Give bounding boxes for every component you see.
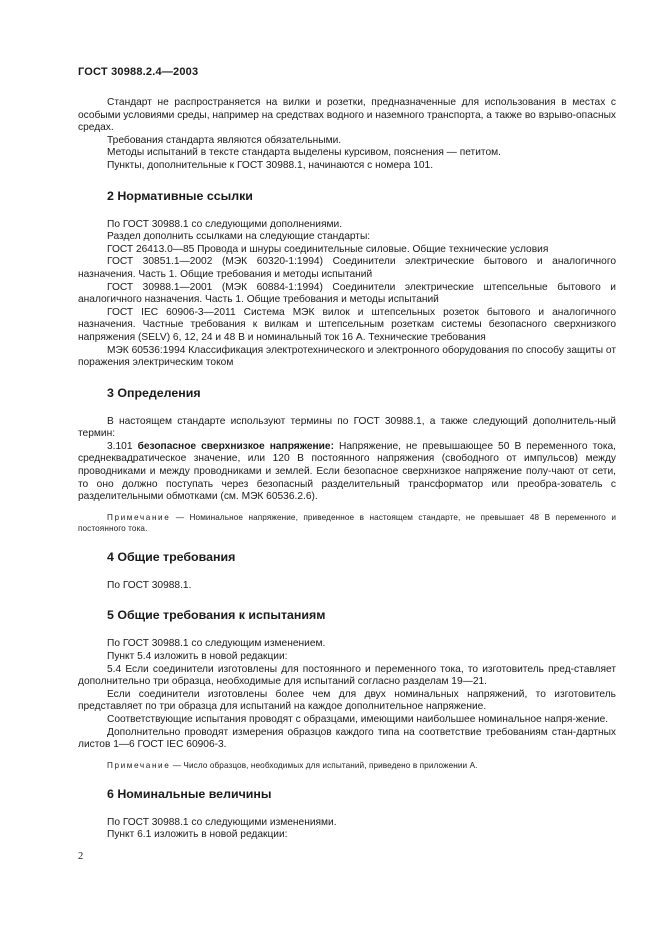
note-label: Примечание (107, 760, 171, 770)
document-body (78, 97, 616, 842)
note-text: — Номинальное напряжение, приведенное в настоящем стандарте, не превышает 48 В переменного и постоянного тока. (78, 512, 616, 533)
note-text: — Число образцов, необходимых для испытаний, приведено в приложении А. (170, 760, 478, 770)
intro-paragraph: Требования стандарта являются обязательными. (107, 134, 342, 146)
section-6-paragraph: По ГОСТ 30988.1 со следующими изменениями. (107, 816, 337, 828)
section-5-note (78, 760, 616, 771)
section-6-paragraph: Пункт 6.1 изложить в новой редакции: (107, 829, 288, 841)
section-3-heading: 3 Определения (107, 385, 201, 400)
intro-paragraph: Методы испытаний в тексте стандарта выделены курсивом, пояснения — петитом. (107, 147, 501, 159)
section-5-paragraph: Дополнительно проводят измерения образцов каждого типа на соответствие требованиям стан-дартных листов 1—6 ГОСТ IEC 60906-3. (78, 726, 616, 751)
section-6-heading: 6 Номинальные величины (107, 786, 272, 801)
section-2-paragraph: Раздел дополнить ссылками на следующие стандарты: (107, 231, 371, 243)
section-3-intro: В настоящем стандарте используют термины по ГОСТ 30988.1, а также следующий дополнитель-ный термин: (78, 415, 616, 440)
reference-entry: ГОСТ 30851.1—2002 (МЭК 60320-1:1994) Соединители электрические бытового и аналогичного назначения. Часть 1. Общие требования и методы испытаний (78, 256, 616, 280)
document-code-header: ГОСТ 30988.2.4—2003 (78, 66, 199, 78)
section-5-paragraph: Пункт 5.4 изложить в новой редакции: (107, 651, 288, 663)
reference-entry: ГОСТ 30988.1—2001 (МЭК 60884-1:1994) Соединители электрические штепсельные бытового и аналогичного назначения. Часть 1. Общие требования и методы испытаний (78, 281, 616, 306)
reference-entry: МЭК 60536:1994 Классификация электротехнического и электронного оборудования по способу защиты от поражения электрическим током (78, 344, 616, 369)
term-definition-text: Напряжение, не превышающее 50 В переменного тока, среднеквадратическое значение, или 120 В постоянного напряжения (свободного от импульсов) между проводниками и между проводниками и землей. Если безопасное сверхнизкое напряжение полу-чают от сети, то оно должно поступать через безопасный разделительный трансформатор или преобра-зователь с разделительными обмотками (см. МЭК 60536.2.6). (78, 440, 616, 503)
page-number: 2 (78, 851, 84, 862)
section-5-paragraph: Если соединители изготовлены более чем для двух номинальных напряжений, то изготовитель представляет по три образца для испытаний на каждое дополнительное напряжение. (78, 688, 616, 713)
term-definition (78, 441, 616, 504)
section-3-note (78, 512, 616, 534)
term-name: безопасное сверхнизкое напряжение: (137, 440, 334, 452)
section-2-heading: 2 Нормативные ссылки (107, 188, 253, 203)
intro-paragraph: Стандарт не распространяется на вилки и розетки, предназначенные для использования в местах с особыми условиями среды, например на средствах водного и наземного транспорта, а также во взрыво-опасных средах. (78, 97, 616, 134)
note-label: Примечание (107, 512, 171, 522)
term-number: 3.101 (107, 440, 133, 452)
reference-entry: ГОСТ 26413.0—85 Провода и шнуры соединительные силовые. Общие технические условия (107, 243, 549, 255)
intro-paragraph: Пункты, дополнительные к ГОСТ 30988.1, начинаются с номера 101. (107, 159, 434, 171)
section-5-heading: 5 Общие требования к испытаниям (107, 608, 326, 623)
section-4-heading: 4 Общие требования (107, 549, 236, 564)
section-4-paragraph: По ГОСТ 30988.1. (107, 579, 192, 591)
section-5-paragraph: Соответствующие испытания проводят с образцами, имеющими наибольшее номинальное напря-жение. (107, 714, 609, 725)
section-5-paragraph: По ГОСТ 30988.1 со следующим изменением. (107, 638, 326, 650)
section-2-paragraph: По ГОСТ 30988.1 со следующими дополнениями. (107, 218, 343, 230)
section-5-paragraph: 5.4 Если соединители изготовлены для постоянного и переменного тока, то изготовитель пред-ставляет дополнительно три образца, необходимые для испытаний согласно разделам 19—21. (78, 663, 616, 688)
reference-entry: ГОСТ IEC 60906-3—2011 Система МЭК вилок и штепсельных розеток бытового и аналогичного назначения. Частные требования к вилкам и штепсельным розеткам системы безопасного сверхнизкого напряжения (SELV) 6, 12, 24 и 48 В и номинальный ток 16 А. Технические требования (78, 306, 616, 343)
